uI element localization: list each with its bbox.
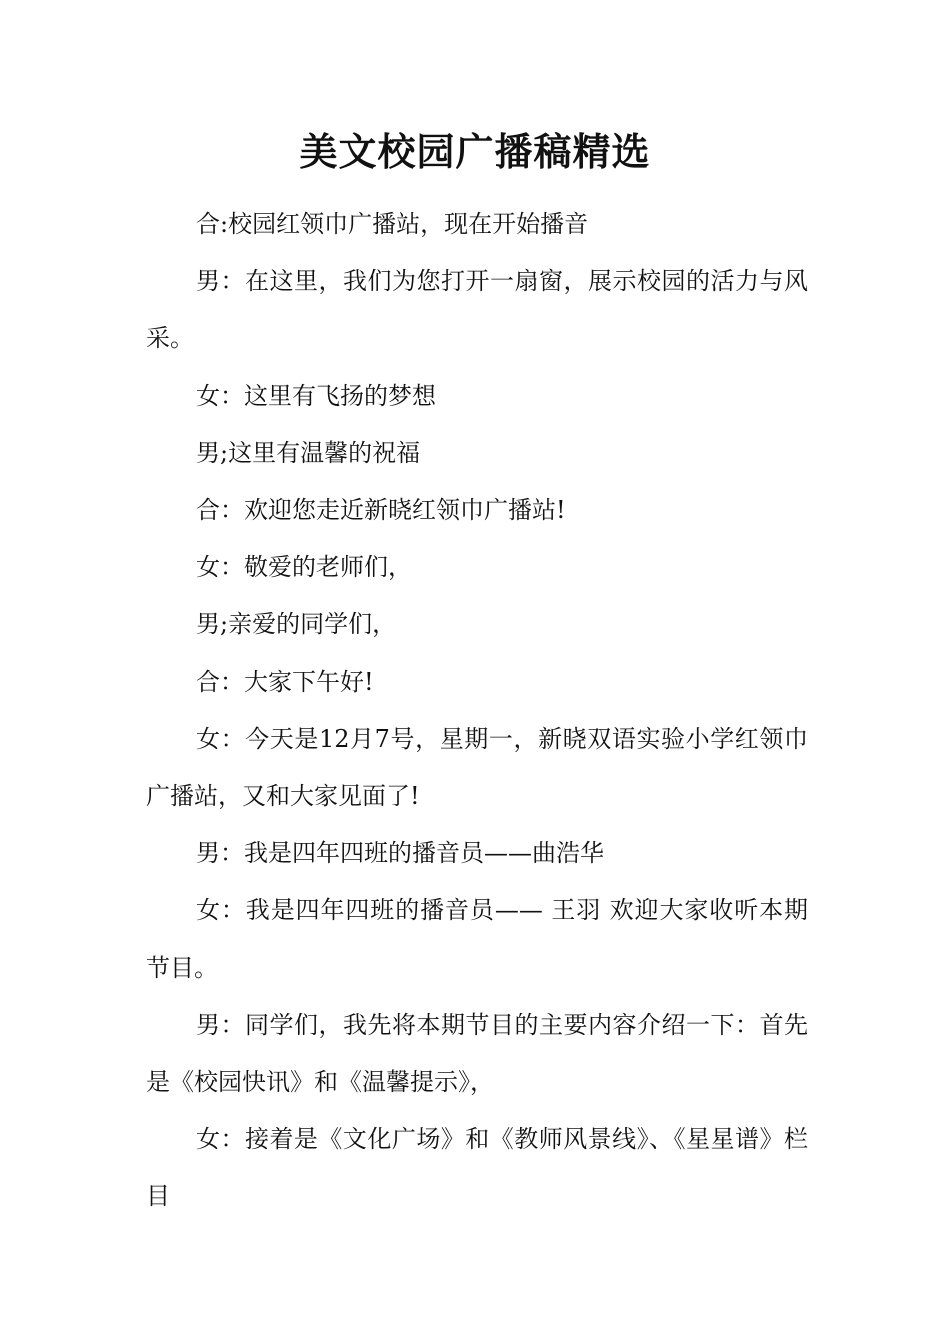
paragraph: 男;这里有温馨的祝福 — [196, 438, 421, 467]
paragraph: 男;亲爱的同学们， — [196, 610, 397, 639]
paragraph: 女：接着是《文化广场》和《教师风景线》、《星星谱》栏目 — [146, 1125, 808, 1211]
paragraph: 女：我是四年四班的播音员—— 王羽 欢迎大家收听本期节目。 — [146, 896, 808, 982]
paragraph: 男：我是四年四班的播音员——曲浩华 — [196, 839, 604, 868]
paragraph: 女：这里有飞扬的梦想 — [196, 381, 436, 410]
document-body — [146, 196, 808, 1226]
paragraph: 合：欢迎您走近新晓红领巾广播站! — [196, 496, 566, 525]
paragraph: 男：同学们，我先将本期节目的主要内容介绍一下：首先是《校园快讯》和《温馨提示》， — [146, 1010, 808, 1097]
paragraph: 女：敬爱的老师们， — [196, 553, 412, 582]
document-title: 美文校园广播稿精选 — [299, 129, 651, 174]
paragraph: 女：今天是12月7号，星期一，新晓双语实验小学红领巾广播站，又和大家见面了! — [146, 724, 808, 811]
paragraph: 合:校园红领巾广播站，现在开始播音 — [196, 210, 589, 238]
paragraph: 男：在这里，我们为您打开一扇窗，展示校园的活力与风采。 — [146, 267, 808, 353]
paragraph: 合：大家下午好! — [196, 667, 374, 696]
